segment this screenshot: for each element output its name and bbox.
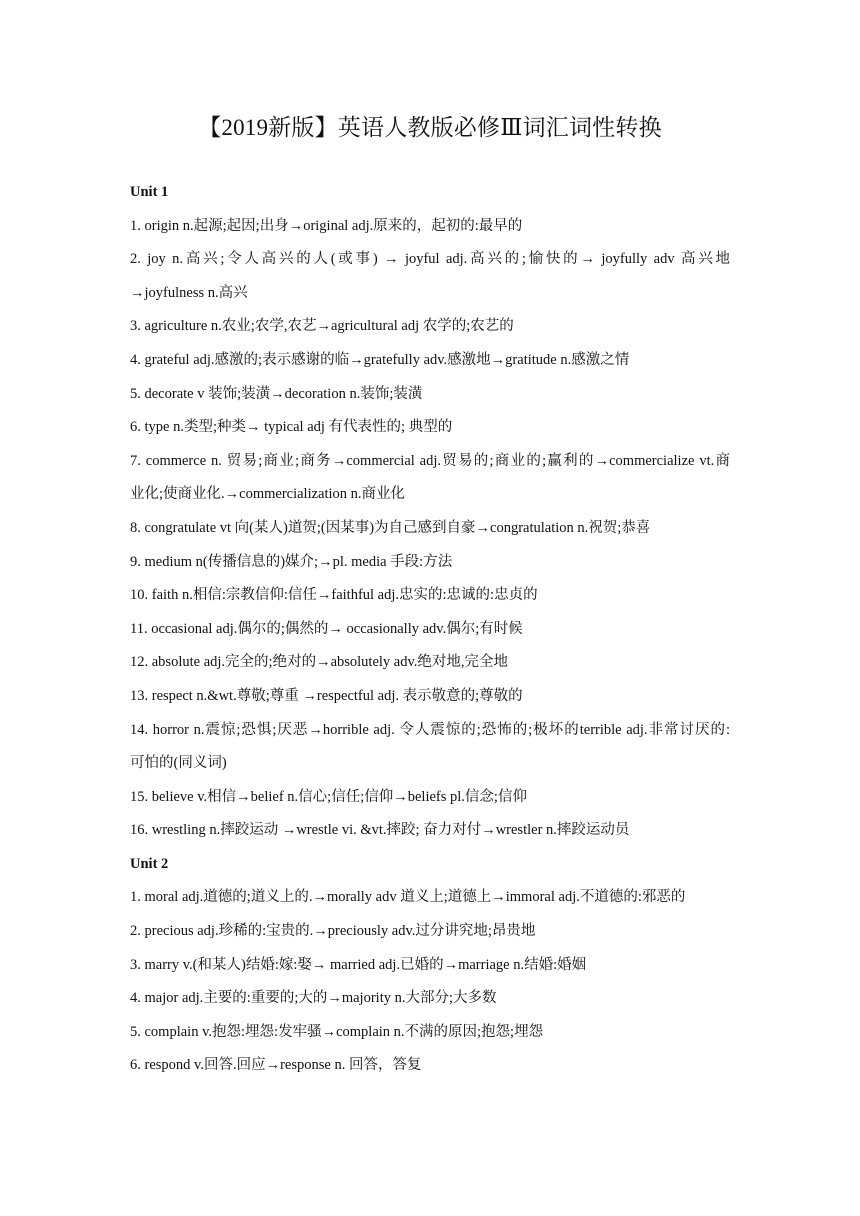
vocab-entry: 10. faith n.相信:宗教信仰:信任→faithful adj.忠实的:忠诚的:忠贞的 (130, 587, 538, 604)
vocab-entry: 9. medium n(传播信息的)媒介;→pl. media 手段:方法 (130, 553, 453, 570)
vocab-entry-continuation: 可怕的(同义词) (130, 755, 227, 772)
vocab-entry: 3. marry v.(和某人)结婚:嫁:娶→ married adj.已婚的→marriage n.结婚:婚姻 (130, 956, 587, 973)
vocab-entry: 2. precious adj.珍稀的:宝贵的.→preciously adv.过分讲究地;昂贵地 (130, 923, 536, 940)
vocab-entry: 6. respond v.回答.回应→response n. 回答，答复 (130, 1057, 422, 1074)
vocab-entry: 2. joy n.高兴;令人高兴的人(或事) → joyful adj.高兴的;愉快的→ joyfully adv 高兴地 (130, 251, 730, 268)
vocab-entry-continuation: →joyfulness n.高兴 (130, 284, 248, 301)
vocab-entry: 15. believe v.相信→belief n.信心;信任;信仰→beliefs pl.信念;信仰 (130, 788, 527, 805)
vocab-entry: 6. type n.类型;种类→ typical adj 有代表性的; 典型的 (130, 419, 453, 436)
vocab-entry: 12. absolute adj.完全的;绝对的→absolutely adv.绝对地,完全地 (130, 654, 509, 671)
vocab-entry: 11. occasional adj.偶尔的;偶然的→ occasionally adv.偶尔;有时候 (130, 620, 523, 637)
unit-heading: Unit 2 (130, 855, 169, 872)
vocab-entry: 13. respect n.&wt.尊敬;尊重 →respectful adj. 表示敬意的;尊敬的 (130, 687, 523, 704)
vocab-entry: 3. agriculture n.农业;农学,农艺→agricultural adj 农学的;农艺的 (130, 318, 514, 335)
vocab-entry: 1. origin n.起源;起因;出身→original adj.原来的，起初的:最早的 (130, 217, 523, 234)
vocab-entry: 8. congratulate vt 向(某人)道贺;(因某事)为自己感到自豪→congratulation n.祝贺;恭喜 (130, 519, 651, 536)
document-body (130, 176, 730, 1083)
document-title: 【2019新版】英语人教版必修Ⅲ词汇词性转换 (198, 115, 662, 140)
vocab-entry: 4. grateful adj.感激的;表示感谢的临→gratefully adv.感激地→gratitude n.感激之情 (130, 351, 630, 368)
vocab-entry: 1. moral adj.道德的;道义上的.→morally adv 道义上;道德上→immoral adj.不道德的:邪恶的 (130, 889, 686, 906)
vocab-entry: 5. complain v.抱怨:埋怨:发牢骚→complain n.不满的原因;抱怨;埋怨 (130, 1023, 544, 1040)
unit-heading: Unit 1 (130, 184, 169, 200)
vocab-entry: 7. commerce n. 贸易;商业;商务→commercial adj.贸易的;商业的;赢利的→commercialize vt.商 (130, 452, 730, 469)
vocab-entry: 14. horror n.震惊;恐惧;厌恶→horrible adj. 令人震惊的;恐怖的;极坏的terrible adj.非常讨厌的: (130, 721, 730, 738)
vocab-entry: 5. decorate v 装饰;装潢→decoration n.装饰;装潢 (130, 385, 423, 402)
vocab-entry: 16. wrestling n.摔跤运动 →wrestle vi. &vt.摔跤; 奋力对付→wrestler n.摔跤运动员 (130, 822, 630, 839)
vocab-entry-continuation: 业化;使商业化.→commercialization n.商业化 (130, 486, 406, 503)
vocab-entry: 4. major adj.主要的:重要的;大的→majority n.大部分;大多数 (130, 990, 497, 1007)
